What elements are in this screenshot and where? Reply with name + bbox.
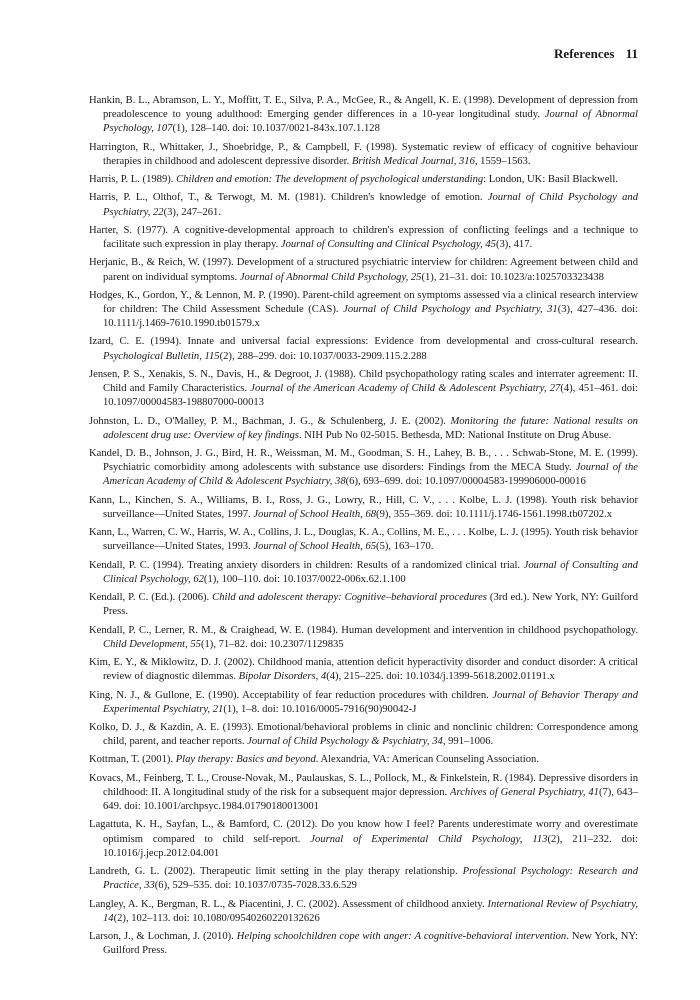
reference-details: . Alexandria, VA: American Counseling Association. xyxy=(315,754,539,766)
reference-text: Harrington, R., Whittaker, J., Shoebridge, P., & Campbell, F. (1998). Systematic review of efficacy of cognitive behaviour therapies in childhood and adolescent depressive disorder. xyxy=(89,141,638,167)
reference-source: Psychological Bulletin, 115 xyxy=(103,350,220,362)
reference-entry xyxy=(89,624,638,652)
reference-text: Hankin, B. L., Abramson, L. Y., Moffitt, T. E., Silva, P. A., McGee, R., & Angell, K. E. (1998). Development of depression from preadolescence to young adulthood: Emerging gender differences in a 10-year longitudinal study. xyxy=(89,95,638,121)
reference-source: Play therapy: Basics and beyond xyxy=(175,754,316,766)
reference-source: Journal of Behavior Therapy and Experimental Psychiatry, 21 xyxy=(103,689,638,715)
reference-text: Jensen, P. S., Xenakis, S. N., Davis, H., & Degroot, J. (1988). Child psychopathology rating scales and interrater agreement: II. Child and Family Characteristics. xyxy=(89,368,638,395)
reference-details: . New York, NY: Guilford Press. xyxy=(103,931,638,957)
reference-source: Archives of General Psychiatry, 41 xyxy=(450,786,599,798)
reference-details: (7), 643–649. doi: 10.1001/archpsyc.1984.01790180013001 xyxy=(103,786,638,813)
reference-details: 1559–1563. xyxy=(477,155,531,167)
reference-entry xyxy=(89,818,638,860)
reference-details: (6), 529–535. doi: 10.1037/0735-7028.33.6.529 xyxy=(154,880,357,892)
reference-text: Harter, S. (1977). A cognitive-developmental approach to children's expression of conflicting feelings and a technique to facilitate such expression in play therapy. xyxy=(89,224,638,251)
reference-entry xyxy=(89,173,638,187)
reference-source: Professional Psychology: Research and Practice, 33 xyxy=(103,866,639,892)
reference-entry xyxy=(89,368,638,410)
page-number: 11 xyxy=(625,46,638,61)
reference-source: Journal of Child Psychology and Psychiatry, 31 xyxy=(343,304,558,315)
reference-details: (1), 100–110. doi: 10.1037/0022-006x.62.1.100 xyxy=(203,573,406,585)
reference-entry xyxy=(89,224,638,252)
reference-text: Larson, J., & Lochman, J. (2010). xyxy=(89,931,237,942)
reference-details: (3), 417. xyxy=(495,239,533,251)
reference-text: Kottman, T. (2001). xyxy=(89,754,176,766)
reference-details: (2), 211–232. doi: 10.1016/j.jecp.2012.04.001 xyxy=(103,833,638,859)
reference-text: Landreth, G. L. (2002). Therapeutic limit setting in the play therapy relationship. xyxy=(89,866,463,878)
reference-text: Herjanic, B., & Reich, W. (1997). Development of a structured psychiatric interview for children: Agreement between child and parent on individual symptoms. xyxy=(89,257,638,283)
reference-entry xyxy=(89,141,638,169)
reference-source: Children and emotion: The development of psychological understanding xyxy=(176,174,484,186)
reference-details: (4), 451–461. doi: 10.1097/00004583-198807000-00013 xyxy=(103,383,638,409)
reference-entry xyxy=(89,256,638,284)
section-title: References xyxy=(554,46,615,61)
reference-text: Harris, P. L. (1989). xyxy=(89,174,177,186)
reference-text: Langley, A. K., Bergman, R. L., & Piacentini, J. C. (2002). Assessment of childhood anxiety. xyxy=(89,898,488,910)
reference-details: (1), 1–8. doi: 10.1016/0005-7916(90)90042-J xyxy=(223,703,417,715)
reference-text: Kovacs, M., Feinberg, T. L., Crouse-Novak, M., Paulauskas, S. L., Pollock, M., & Finkelstein, R. (1984). Depressive disorders in childhood: II. A longitudinal study of the risk for a subsequent major depression. xyxy=(89,772,638,798)
reference-details: (1), 128–140. doi: 10.1037/0021-843x.107.1.128 xyxy=(172,123,380,135)
reference-entry xyxy=(89,865,638,893)
reference-entry xyxy=(89,721,638,749)
reference-text: Kolko, D. J., & Kazdin, A. E. (1993). Emotional/behavioral problems in clinic and nonclinic children: Correspondence among child, parent, and teacher reports. xyxy=(89,722,638,748)
reference-source: Journal of Abnormal Child Psychology, 25 xyxy=(239,271,422,283)
reference-source: Helping schoolchildren cope with anger: A cognitive-behavioral intervention xyxy=(236,931,567,942)
reference-source: Journal of Child Psychology & Psychiatry, 34 xyxy=(247,736,443,748)
reference-source: Bipolar Disorders, 4 xyxy=(238,671,327,683)
reference-details: , 991–1006. xyxy=(442,736,494,748)
reference-entry xyxy=(89,191,638,219)
reference-text: Kim, E. Y., & Miklowitz, D. J. (2002). Childhood mania, attention deficit hyperactivity disorder and conduct disorder: A critical review of diagnostic dilemmas. xyxy=(89,657,638,683)
reference-entry xyxy=(89,689,638,717)
reference-source: Journal of Consulting and Clinical Psychology, 62 xyxy=(103,559,638,585)
reference-source: Child Development, 55 xyxy=(103,638,201,650)
reference-text: Kann, L., Kinchen, S. A., Williams, B. I., Ross, J. G., Lowry, R., Hill, C. V., . . . Kolbe, L. J. (1998). Youth risk behavior surveillance—United States, 1997. xyxy=(89,494,638,520)
reference-source: International Review of Psychiatry, 14 xyxy=(103,898,638,924)
reference-details: (9), 355–369. doi: 10.1111/j.1746-1561.1998.tb07202.x xyxy=(376,508,613,520)
reference-source: Monitoring the future: National results on adolescent drug use: Overview of key findings xyxy=(103,415,638,441)
reference-entry xyxy=(89,447,638,489)
reference-source: Journal of Consulting and Clinical Psychology, 45 xyxy=(280,239,496,251)
reference-source: British Medical Journal, 316, xyxy=(351,155,478,167)
reference-entry xyxy=(89,772,638,814)
reference-details: . NIH Pub No 02-5015. Bethesda, MD: National Institute on Drug Abuse. xyxy=(298,429,612,441)
reference-source: Journal of Child Psychology and Psychiatry, 22 xyxy=(103,192,638,218)
reference-list xyxy=(89,94,638,962)
reference-text: Kann, L., Warren, C. W., Harris, W. A., Collins, J. L., Douglas, K. A., Collins, M. E., . . . Kolbe, L. J. (1995). Youth risk behavior surveillance—United States, 1993. xyxy=(89,527,638,553)
reference-source: Journal of Abnormal Psychology, 107 xyxy=(103,109,638,135)
reference-details: (2), 288–299. doi: 10.1037/0033-2909.115.2.288 xyxy=(219,350,427,362)
reference-source: Journal of School Health, 65 xyxy=(253,541,377,553)
reference-details: (1), 71–82. doi: 10.2307/1129835 xyxy=(200,638,344,650)
reference-entry xyxy=(89,753,638,767)
reference-details: (5), 163–170. xyxy=(376,541,434,553)
reference-text: Kendall, P. C., Lerner, R. M., & Craighead, W. E. (1984). Human development and intervention in childhood psychopathology. xyxy=(89,624,638,636)
reference-text: Harris, P. L., Olthof, T., & Terwogt, M. M. (1981). Children's knowledge of emotion. xyxy=(89,192,488,204)
reference-details: : London, UK: Basil Blackwell. xyxy=(483,174,618,186)
reference-details: (3), 247–261. xyxy=(163,206,221,218)
reference-source: Journal of the American Academy of Child & Adolescent Psychiatry, 27 xyxy=(250,383,561,395)
running-header xyxy=(554,46,638,62)
reference-entry xyxy=(89,289,638,331)
reference-entry xyxy=(89,415,638,443)
reference-text: Lagattuta, K. H., Sayfan, L., & Bamford, C. (2012). Do you know how I feel? Parents underestimate worry and overestimate optimism compared to child self-report. xyxy=(89,819,638,845)
reference-source: Journal of School Health, 68 xyxy=(253,508,377,520)
reference-entry xyxy=(89,559,638,587)
reference-text: Izard, C. E. (1994). Innate and universal facial expressions: Evidence from developmental and cross-cultural research. xyxy=(89,336,638,348)
reference-source: Journal of Experimental Child Psychology, 113 xyxy=(310,833,548,845)
reference-text: Kendall, P. C. (Ed.). (2006). xyxy=(89,592,213,604)
reference-details: (3rd ed.). New York, NY: Guilford Press. xyxy=(103,592,638,618)
reference-text: Hodges, K., Gordon, Y., & Lennon, M. P. (1990). Parent-child agreement on symptoms assessed via a clinical research interview for children: The Child Assessment Schedule (CAS). xyxy=(89,289,638,315)
reference-source: Journal of the American Academy of Child & Adolescent Psychiatry, 38 xyxy=(103,462,639,488)
reference-entry xyxy=(89,94,638,136)
reference-text: Kendall, P. C. (1994). Treating anxiety disorders in children: Results of a randomized clinical trial. xyxy=(89,559,524,571)
reference-source: Child and adolescent therapy: Cognitive–behavioral procedures xyxy=(212,592,487,604)
reference-entry xyxy=(89,930,638,958)
reference-details: (2), 102–113. doi: 10.1080/09540260220132626 xyxy=(113,912,320,924)
reference-details: (4), 215–225. doi: 10.1034/j.1399-5618.2002.01191.x xyxy=(326,671,555,683)
reference-text: Kandel, D. B., Johnson, J. G., Bird, H. R., Weissman, M. M., Goodman, S. H., Lahey, B. B., . . . Schwab-Stone, M. E. (1999). Psychiatric comorbidity among adolescents with substance use disorders: Findings from the MECA Study. xyxy=(89,448,638,474)
reference-details: (6), 693–699. doi: 10.1097/00004583-199906000-00016 xyxy=(345,476,586,488)
reference-entry xyxy=(89,591,638,619)
reference-text: King, N. J., & Gullone, E. (1990). Acceptability of fear reduction procedures with children. xyxy=(89,689,493,701)
reference-entry xyxy=(89,526,638,554)
reference-entry xyxy=(89,898,638,926)
reference-details: (1), 21–31. doi: 10.1023/a:1025703323438 xyxy=(421,271,604,283)
reference-details: (3), 427–436. doi: 10.1111/j.1469-7610.1990.tb01579.x xyxy=(103,304,638,330)
reference-entry xyxy=(89,335,638,363)
reference-entry xyxy=(89,656,638,684)
reference-text: Johnston, L. D., O'Malley, P. M., Bachman, J. G., & Schulenberg, J. E. (2002). xyxy=(89,415,451,427)
reference-entry xyxy=(89,494,638,522)
